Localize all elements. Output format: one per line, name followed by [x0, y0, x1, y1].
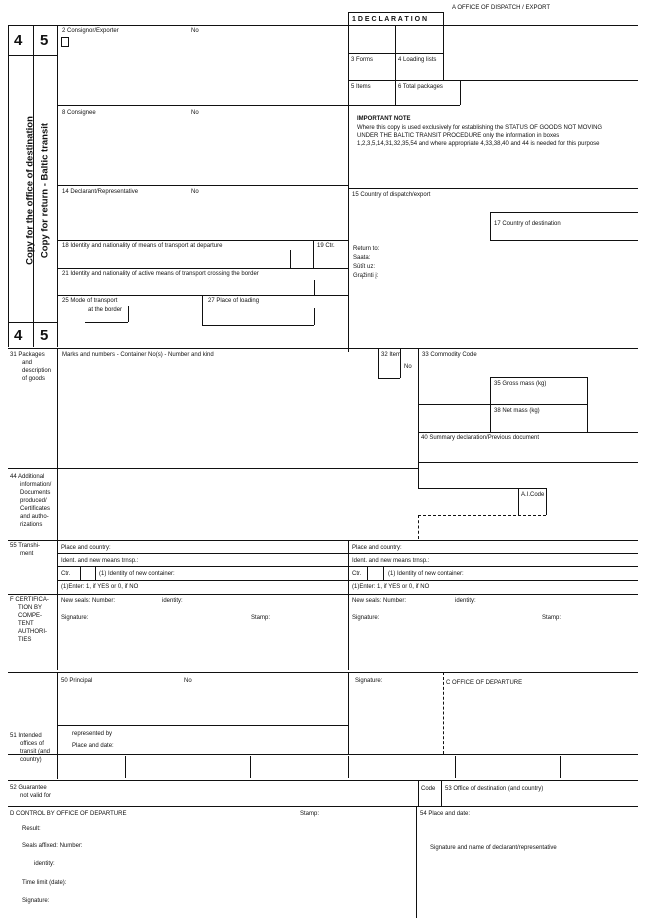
copy-number-left-top: 4 [14, 32, 23, 49]
place-country-right: Place and country: [352, 545, 402, 551]
items-label: 5 Items [351, 84, 371, 90]
office-dispatch-label: A OFFICE OF DISPATCH / EXPORT [452, 5, 551, 11]
marks-label: Marks and numbers - Container No(s) - Number and kind [62, 352, 214, 358]
intended-label-1: 51 Intended [10, 733, 42, 739]
country-dispatch-label: 15 Country of dispatch/export [352, 192, 431, 198]
guarantee-label-2: not valid for [20, 793, 52, 799]
transport-departure-label: 18 Identity and nationality of means of transport at departure [62, 243, 223, 249]
stamp-right: Stamp: [542, 615, 562, 621]
additional-label-4: produced/ [20, 498, 47, 504]
ident-means-right: Ident. and new means trnsp.: [352, 558, 430, 564]
intended-label-2: offices of [20, 741, 44, 747]
place-loading-label: 27 Place of loading [208, 298, 260, 304]
guarantee-label-1: 52 Guarantee [10, 785, 47, 791]
declarant-no-label: No [191, 189, 199, 195]
enter-note-right: (1)Enter: 1, if YES or 0, if NO [352, 584, 430, 590]
loading-lists-label: 4 Loading lists [398, 57, 437, 63]
packages-label-2: and [22, 360, 33, 366]
consignor-checkbox[interactable] [61, 37, 69, 47]
additional-label-2: information/ [20, 482, 52, 488]
return-to-latvia: Sūtīt uz: [353, 264, 376, 270]
control-place-date-label: 54 Place and date: [420, 811, 471, 817]
forms-label: 3 Forms [351, 57, 374, 63]
additional-label-1: 44 Additional [10, 474, 45, 480]
signature-right: Signature: [352, 615, 380, 621]
net-mass-label: 38 Net mass (kg) [494, 408, 540, 414]
packages-label-4: of goods [22, 376, 46, 382]
gross-mass-label: 35 Gross mass (kg) [494, 381, 547, 387]
transhipment-label-2: ment [20, 551, 34, 557]
vertical-return-label: Copy for return - Baltic transit [39, 122, 51, 259]
ident-means-left: Ident. and new means trnsp.: [61, 558, 139, 564]
control-time-limit-label: Time limit (date): [22, 880, 67, 886]
principal-place-date-label: Place and date: [72, 743, 114, 749]
certification-label-5: AUTHORI- [18, 629, 47, 635]
copy-number-right-bottom: 5 [40, 327, 49, 344]
copy-number-left-bottom: 4 [14, 327, 23, 344]
container-right: (1) Identity of new container: [388, 571, 464, 577]
guarantee-code-label: Code [421, 786, 436, 792]
control-title: D CONTROL BY OFFICE OF DEPARTURE [10, 811, 127, 817]
office-destination-label: 53 Office of destination (and country) [445, 786, 544, 792]
total-packages-label: 6 Total packages [398, 84, 443, 90]
represented-by-label: represented by [72, 731, 113, 737]
control-result-label: Result: [22, 826, 41, 832]
transhipment-label-1: 55 Transhi- [10, 543, 41, 549]
control-identity-label: identity: [34, 861, 55, 867]
intended-label-3: transit (and [20, 749, 51, 755]
packages-label-3: description [22, 368, 52, 374]
copy-number-right-top: 5 [40, 32, 49, 49]
enter-note-left: (1)Enter: 1, if YES or 0, if NO [61, 584, 139, 590]
packages-label-1: 31 Packages [10, 352, 45, 358]
summary-declaration-label: 40 Summary declaration/Previous document [421, 435, 540, 441]
consignor-no-label: No [191, 28, 199, 34]
ai-code-label: A.I.Code [521, 492, 545, 498]
certification-label-4: TENT [18, 621, 34, 627]
mode-transport-label-2: at the border [88, 307, 123, 313]
return-to-lithuania: Grąžinti į: [353, 273, 379, 279]
declarant-label: 14 Declarant/Representative [62, 189, 139, 195]
intended-label-4: country) [20, 757, 42, 763]
important-note-line-3: 1,2,3,5,14,31,32,35,54 and where appropriate 4,33,38,40 and 44 is needed for this purpose [357, 141, 600, 147]
additional-label-7: rizations [20, 522, 43, 528]
consignee-label: 8 Consignee [62, 110, 96, 116]
mode-transport-label-1: 25 Mode of transport [62, 298, 118, 304]
principal-signature-label: Signature: [355, 678, 383, 684]
new-seals-right: New seals: Number: [352, 598, 407, 604]
container-left: (1) Identity of new container: [99, 571, 175, 577]
additional-label-5: Certificates [20, 506, 51, 512]
ctr-19-label: 19 Ctr. [317, 243, 335, 249]
signature-left: Signature: [61, 615, 89, 621]
important-note-title: IMPORTANT NOTE [357, 116, 411, 122]
place-country-left: Place and country: [61, 545, 111, 551]
consignee-no-label: No [191, 110, 199, 116]
new-seals-left: New seals: Number: [61, 598, 116, 604]
consignor-label: 2 Consignor/Exporter [62, 28, 119, 34]
certification-label-3: COMPE- [18, 613, 42, 619]
declaration-title: 1 D E C L A R A T I O N [352, 16, 428, 23]
additional-label-3: Documents [20, 490, 51, 496]
stamp-left: Stamp: [251, 615, 271, 621]
certification-label-1: F CERTIFICA- [10, 597, 49, 603]
certification-label-2: TION BY [18, 605, 43, 611]
important-note-line-2: UNDER THE BALTIC TRANSIT PROCEDURE only the information in boxes [357, 133, 560, 139]
control-seals-label: Seals affixed: Number: [22, 843, 83, 849]
control-signature-label: Signature: [22, 898, 50, 904]
ctr-left: Ctr. [61, 571, 71, 577]
commodity-label: 33 Commodity Code [422, 352, 477, 358]
ctr-right: Ctr. [352, 571, 362, 577]
return-to-estonia: Saata: [353, 255, 371, 261]
declarant-signature-label: Signature and name of declarant/representative [430, 845, 557, 851]
item-label: 32 Item [381, 352, 402, 358]
return-to-title: Return to: [353, 246, 380, 252]
principal-no-label: No [184, 678, 192, 684]
office-departure-label: C OFFICE OF DEPARTURE [446, 680, 523, 686]
identity-right: identity: [455, 598, 476, 604]
principal-label: 50 Principal [61, 678, 93, 684]
item-no-label: No [404, 364, 412, 370]
country-destination-label: 17 Country of destination [494, 221, 561, 227]
active-transport-label: 21 Identity and nationality of active means of transport crossing the border [62, 271, 259, 277]
identity-left: identity: [162, 598, 183, 604]
control-stamp-label: Stamp: [300, 811, 320, 817]
certification-label-6: TIES [18, 637, 32, 643]
vertical-destination-label: Copy for the office of destination [24, 116, 36, 265]
additional-label-6: and autho- [20, 514, 49, 520]
important-note-line-1: Where this copy is used exclusively for establishing the STATUS OF GOODS NOT MOVING [357, 125, 603, 131]
